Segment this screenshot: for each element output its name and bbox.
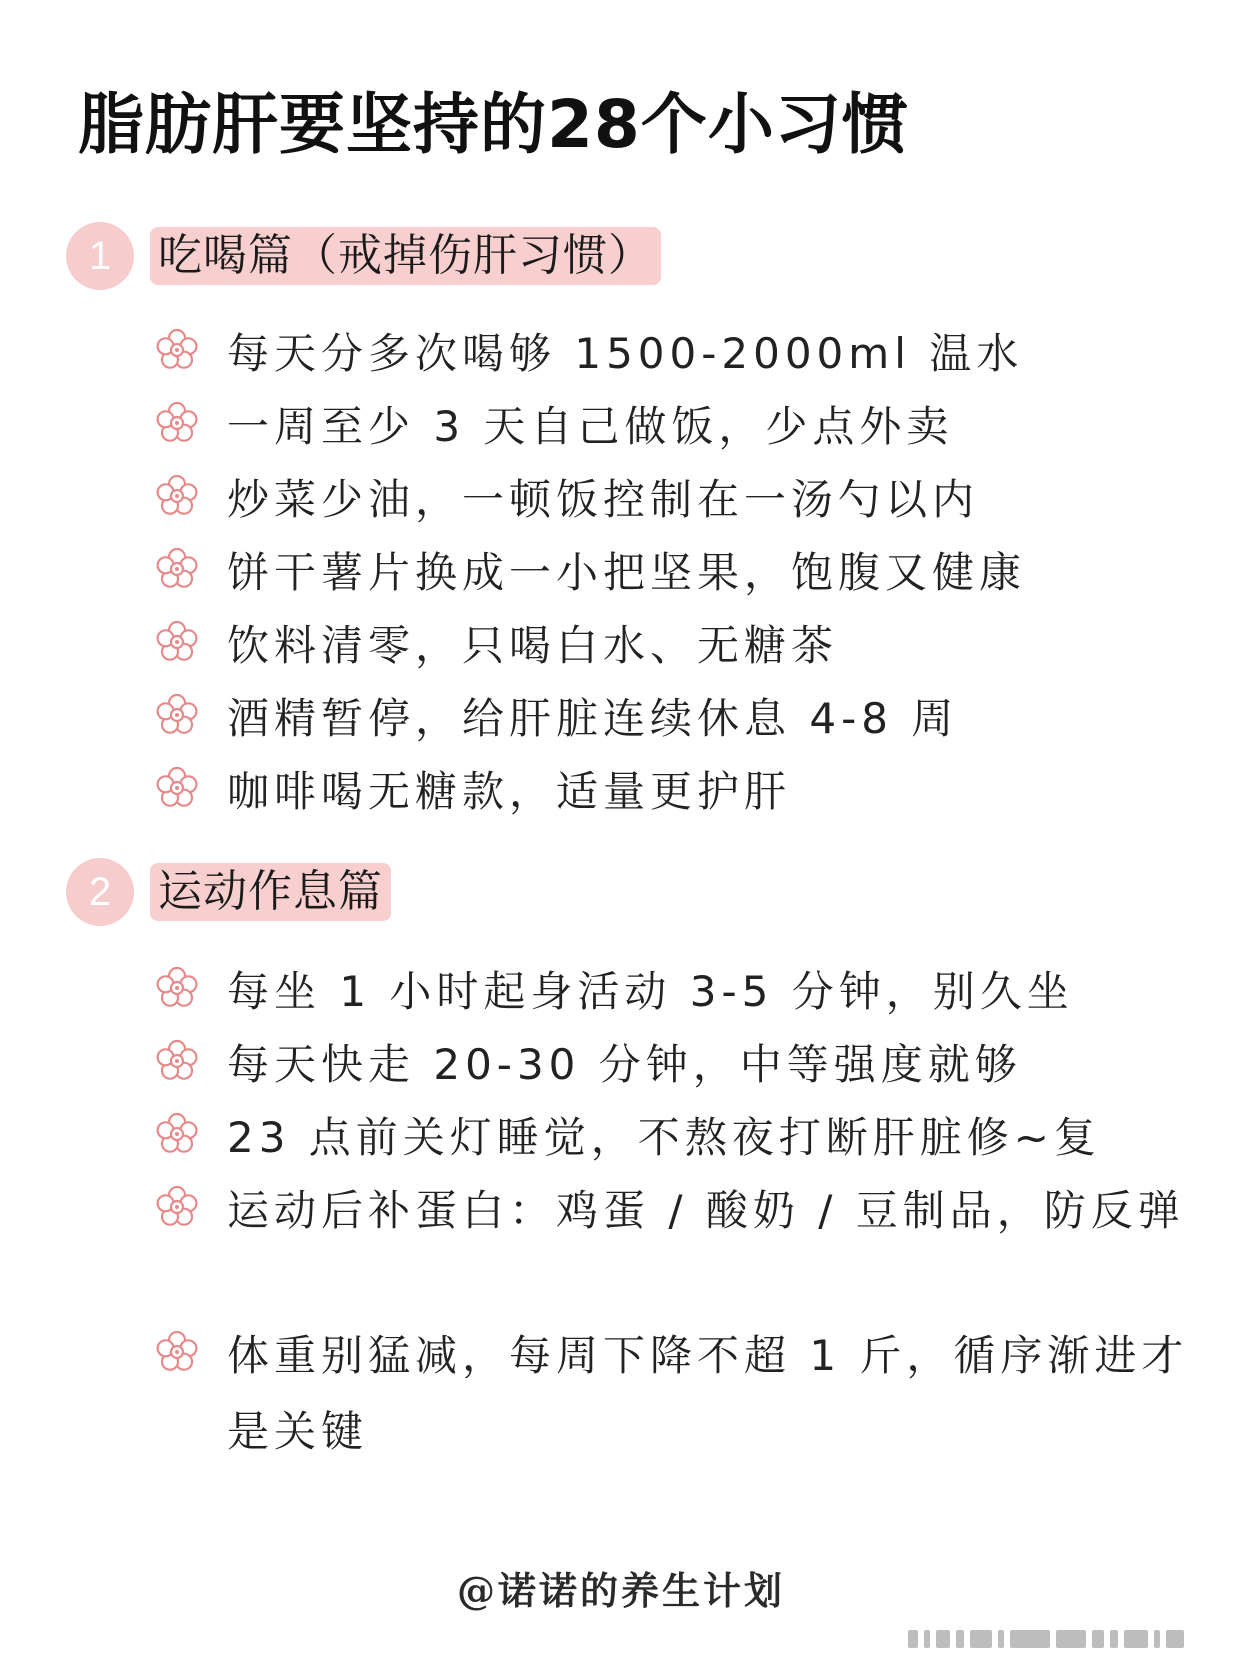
list-item bbox=[155, 1100, 1195, 1176]
list-item bbox=[155, 535, 1195, 611]
section-title-highlight bbox=[150, 863, 391, 921]
section-number: 1 bbox=[66, 222, 134, 290]
flower-icon bbox=[155, 547, 199, 591]
author-signature: @诺诺的养生计划 bbox=[456, 1568, 785, 1613]
flower-icon bbox=[155, 620, 199, 664]
flower-icon bbox=[155, 1330, 199, 1374]
flower-icon bbox=[155, 328, 199, 372]
section-header-exercise bbox=[66, 858, 391, 926]
section-title-highlight bbox=[150, 227, 661, 285]
list-item bbox=[155, 462, 1195, 538]
list-item bbox=[155, 316, 1195, 392]
list-item-text: 每天分多次喝够 1500-2000ml 温水 bbox=[227, 329, 1024, 378]
list-item bbox=[155, 754, 1195, 830]
list-item-text: 每坐 1 小时起身活动 3-5 分钟，别久坐 bbox=[227, 967, 1074, 1016]
page-title: 脂肪肝要坚持的28个小习惯 bbox=[78, 86, 909, 163]
watermark bbox=[908, 1628, 1228, 1650]
section-title: 运动作息篇 bbox=[158, 866, 383, 917]
flower-icon bbox=[155, 693, 199, 737]
list-item-text: 酒精暂停，给肝脏连续休息 4-8 周 bbox=[227, 694, 959, 743]
flower-icon bbox=[155, 1112, 199, 1156]
flower-icon bbox=[155, 766, 199, 810]
list-item-text: 饮料清零，只喝白水、无糖茶 bbox=[227, 621, 839, 670]
flower-icon bbox=[155, 401, 199, 445]
list-item bbox=[155, 608, 1195, 684]
list-item-text: 炒菜少油，一顿饭控制在一汤勺以内 bbox=[227, 475, 980, 524]
list-item bbox=[155, 1027, 1195, 1103]
list-item-text: 饼干薯片换成一小把坚果，饱腹又健康 bbox=[227, 548, 1027, 597]
list-item bbox=[155, 1173, 1195, 1249]
flower-icon bbox=[155, 1185, 199, 1229]
list-item bbox=[155, 1318, 1195, 1470]
list-item bbox=[155, 954, 1195, 1030]
list-item-text: 23 点前关灯睡觉，不熬夜打断肝脏修~复 bbox=[227, 1113, 1101, 1162]
flower-icon bbox=[155, 1039, 199, 1083]
list-item-text: 运动后补蛋白：鸡蛋 / 酸奶 / 豆制品，防反弹 bbox=[227, 1186, 1185, 1235]
list-item bbox=[155, 389, 1195, 465]
section-title: 吃喝篇（戒掉伤肝习惯） bbox=[158, 230, 653, 281]
list-item-text: 每天快走 20-30 分钟，中等强度就够 bbox=[227, 1040, 1022, 1089]
section-header-eating bbox=[66, 222, 661, 290]
list-item-text: 一周至少 3 天自己做饭，少点外卖 bbox=[227, 402, 954, 451]
list-item-text: 体重别猛减，每周下降不超 1 斤，循序渐进才是关键 bbox=[227, 1331, 1189, 1456]
list-item-text: 咖啡喝无糖款，适量更护肝 bbox=[227, 767, 792, 816]
flower-icon bbox=[155, 966, 199, 1010]
flower-icon bbox=[155, 474, 199, 518]
section-number: 2 bbox=[66, 858, 134, 926]
list-item bbox=[155, 681, 1195, 757]
